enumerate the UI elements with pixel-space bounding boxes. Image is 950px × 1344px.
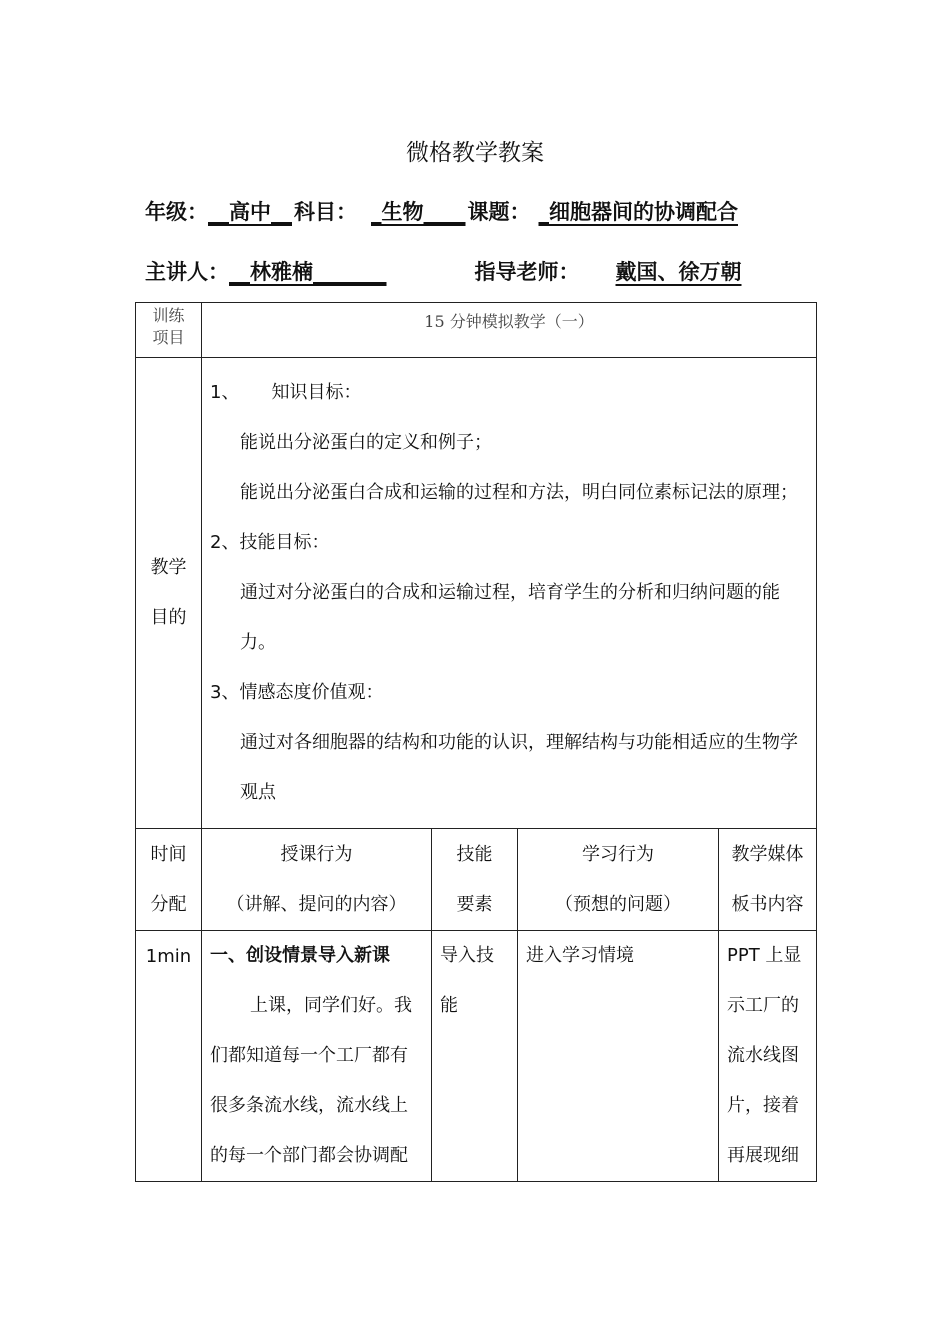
header-time <box>136 829 202 931</box>
grade-label: 年级： <box>145 200 208 224</box>
header-teach-text: 授课行为 <box>280 844 353 865</box>
goals-label-text: 教学目的 <box>150 557 187 628</box>
row-teach-title: 一、创设情景导入新课 <box>210 945 390 966</box>
document-title: 微格教学教案 <box>406 140 544 166</box>
row-teach-text: 上课，同学们好。我们都知道每一个工厂都有很多条流水线，流水线上的每一个部门都会协调配 <box>210 995 412 1166</box>
goal-2-a: 通过对分泌蛋白的合成和运输过程，培育学生的分析和归纳问题的能力。 <box>240 582 780 653</box>
header-row <box>136 829 817 931</box>
table-row <box>136 931 817 1182</box>
header-media <box>719 829 817 931</box>
subject-label: 科目： <box>294 200 357 224</box>
header-learn-text: 学习行为 <box>582 844 654 865</box>
topic-label: 课题： <box>467 200 531 224</box>
speaker-value: __林雅楠_______ <box>229 260 387 284</box>
row-skill-text: 导入技能 <box>440 945 494 1016</box>
goal-3-title: 3、情感态度价值观： <box>210 682 384 703</box>
header-media-text: 教学媒体板书内容 <box>731 844 804 915</box>
speaker-label: 主讲人： <box>145 260 229 284</box>
goal-1-a: 能说出分泌蛋白的定义和例子； <box>240 432 492 453</box>
goal-1-b: 能说出分泌蛋白合成和运输的过程和方法，明白同位素标记法的原理； <box>240 482 798 503</box>
goal-1-title <box>210 368 808 418</box>
train-label <box>136 303 202 358</box>
row-teach <box>202 931 432 1182</box>
goal-2-title: 2、技能目标： <box>210 532 330 553</box>
goal-3-a: 通过对各细胞器的结构和功能的认识，理解结构与功能相适应的生物学观点 <box>240 732 798 803</box>
header-teach <box>202 829 432 931</box>
train-label-text: 训练项目 <box>152 306 185 347</box>
header-learn-sub: （预想的问题） <box>555 894 681 915</box>
header-line-speaker <box>145 256 742 286</box>
train-row <box>136 303 817 358</box>
goals-content <box>202 358 817 829</box>
advisor-label: 指导老师： <box>474 260 580 284</box>
goal-1-num: 1、 <box>210 382 240 403</box>
grade-value: __高中__ <box>208 200 292 224</box>
header-time-text: 时间分配 <box>150 844 187 915</box>
row-media: PPT 上显示工厂的流水线图片，接着再展现细 <box>719 931 817 1182</box>
advisor-value: 戴国、徐万朝 <box>615 260 742 284</box>
goal-1-title-text: 知识目标： <box>271 382 362 403</box>
header-line-grade <box>145 196 738 226</box>
row-skill <box>432 931 518 1182</box>
row-time: 1min <box>136 931 202 1182</box>
goals-row <box>136 358 817 829</box>
header-skill-text: 技能要素 <box>456 844 493 915</box>
header-skill <box>432 829 518 931</box>
row-learn: 进入学习情境 <box>518 931 719 1182</box>
goals-label <box>136 358 202 829</box>
train-value: 15 分钟模拟教学（一） <box>202 303 817 358</box>
subject-value: _生物____ <box>371 200 466 224</box>
header-learn <box>518 829 719 931</box>
header-teach-sub: （讲解、提问的内容） <box>226 894 407 915</box>
topic-value: _细胞器间的协调配合 <box>538 200 738 224</box>
lesson-plan-table <box>135 302 817 1182</box>
